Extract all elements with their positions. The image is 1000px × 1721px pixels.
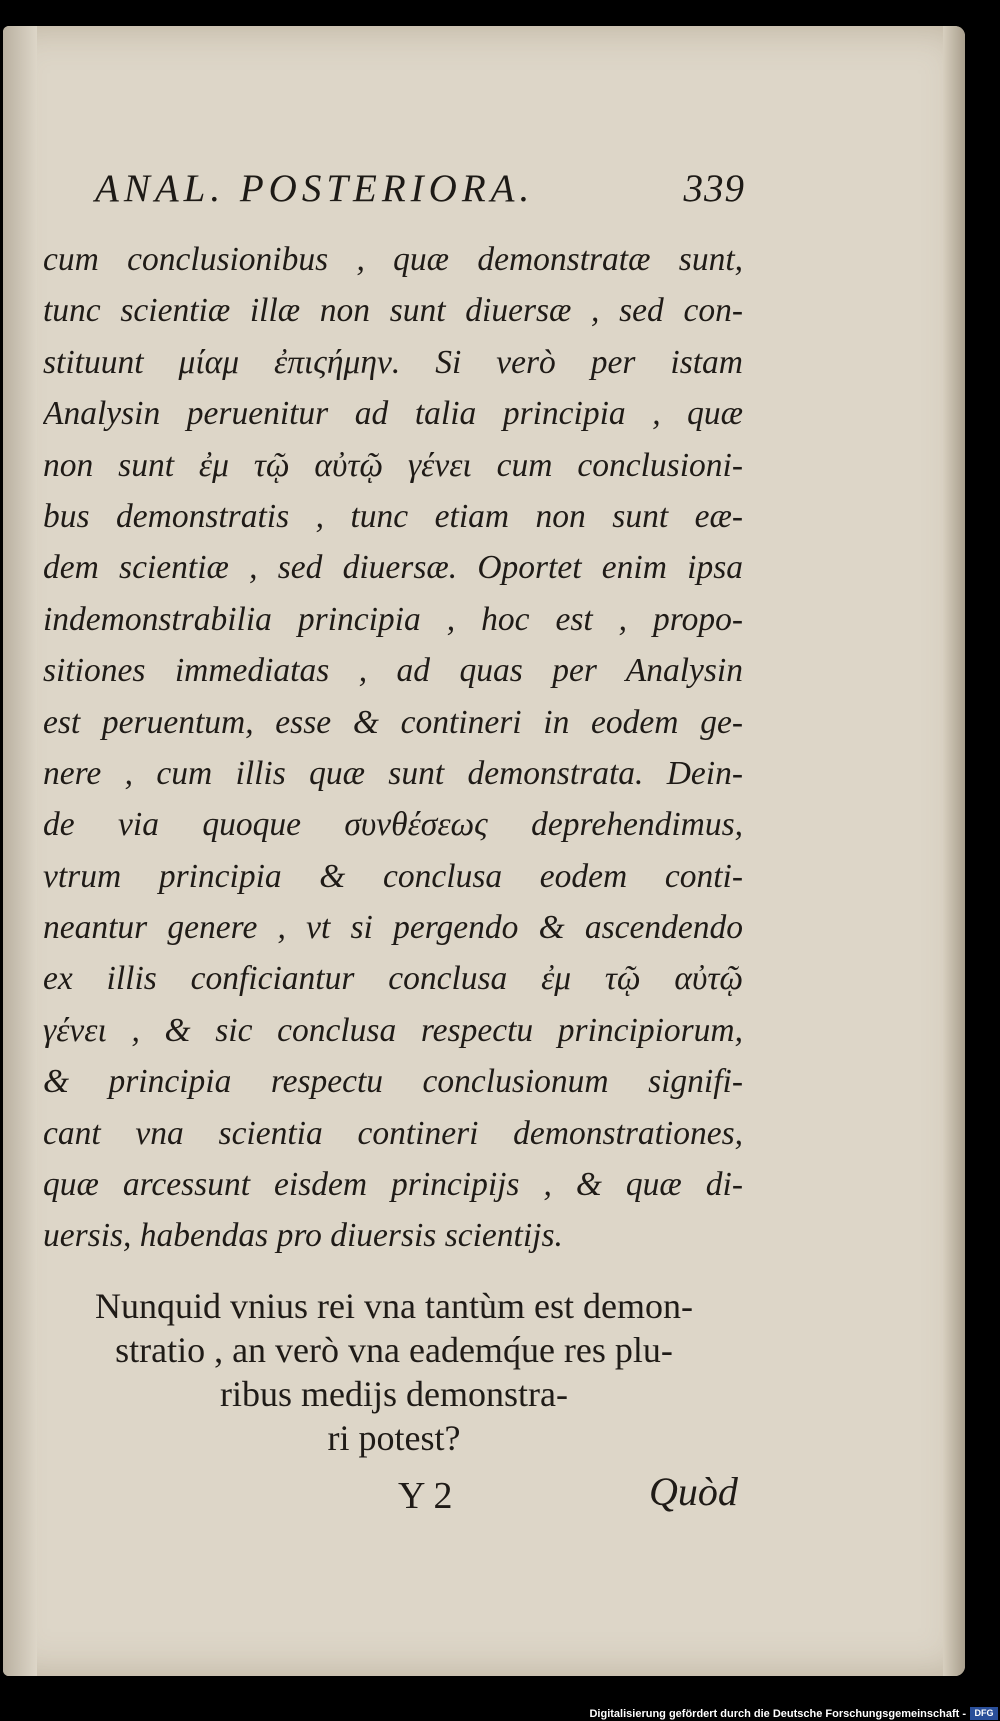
section-question [47, 1284, 741, 1460]
dfg-logo: DFG [970, 1707, 998, 1720]
footer-bar [0, 1705, 1000, 1721]
text-line: & principia respectu conclusionum signifi- [43, 1063, 743, 1101]
page-edge [943, 26, 965, 1676]
catchword: Quòd [649, 1469, 738, 1514]
text-line: neantur genere , vt si pergendo & ascendendo [43, 909, 743, 947]
text-line: γένει , & sic conclusa respectu principiorum, [43, 1011, 743, 1049]
text-line: cum conclusionibus , quæ demonstratæ sunt, [43, 241, 743, 278]
question-line: stratio , an verò vna eademq́ue res plu- [115, 1330, 673, 1370]
text-line: tunc scientiæ illæ non sunt diuersæ , sed con- [43, 292, 743, 330]
text-line: nere , cum illis quæ sunt demonstrata. Dein- [43, 754, 743, 792]
text-line: est peruentum, esse & contineri in eodem ge- [43, 703, 743, 741]
footer-credit: Digitalisierung gefördert durch die Deutsche Forschungsgemeinschaft - [589, 1708, 966, 1720]
text-line: non sunt ἐμ τῷ αὐτῷ γένει cum conclusioni- [43, 446, 743, 484]
text-line: de via quoque συνθέσεως deprehendimus, [43, 806, 743, 844]
text-line: dem scientiæ , sed diuersæ. Oportet enim ipsa [43, 549, 743, 587]
running-header [95, 166, 745, 216]
text-line: cant vna scientia contineri demonstrationes, [43, 1114, 743, 1152]
book-page [3, 26, 965, 1676]
text-line: vtrum principia & conclusa eodem conti- [43, 857, 743, 895]
body-text [43, 234, 743, 1262]
text-line: ex illis conficiantur conclusa ἐμ τῷ αὐτῷ [43, 960, 743, 998]
question-line: Nunquid vnius rei vna tantùm est demon- [95, 1286, 693, 1326]
page-number: 339 [683, 167, 745, 210]
text-line: bus demonstratis , tunc etiam non sunt eæ- [43, 497, 743, 535]
text-line: sitiones immediatas , ad quas per Analysin [43, 652, 743, 690]
text-line: uersis, habendas pro diuersis scientijs. [43, 1217, 563, 1255]
text-line: quæ arcessunt eisdem principijs , & quæ di- [43, 1166, 743, 1204]
signature-mark: Y 2 [398, 1475, 453, 1517]
question-line: ribus medijs demonstra- [220, 1374, 568, 1414]
question-line: ri potest? [327, 1418, 461, 1458]
text-line: Analysin peruenitur ad talia principia , quæ [43, 395, 743, 433]
text-line: stituunt μίαμ ἐπιςήμην. Si verò per istam [43, 343, 743, 381]
text-line: indemonstrabilia principia , hoc est , propo- [43, 600, 743, 638]
page-gutter [3, 26, 37, 1676]
header-title: ANAL. POSTERIORA. [95, 167, 535, 210]
